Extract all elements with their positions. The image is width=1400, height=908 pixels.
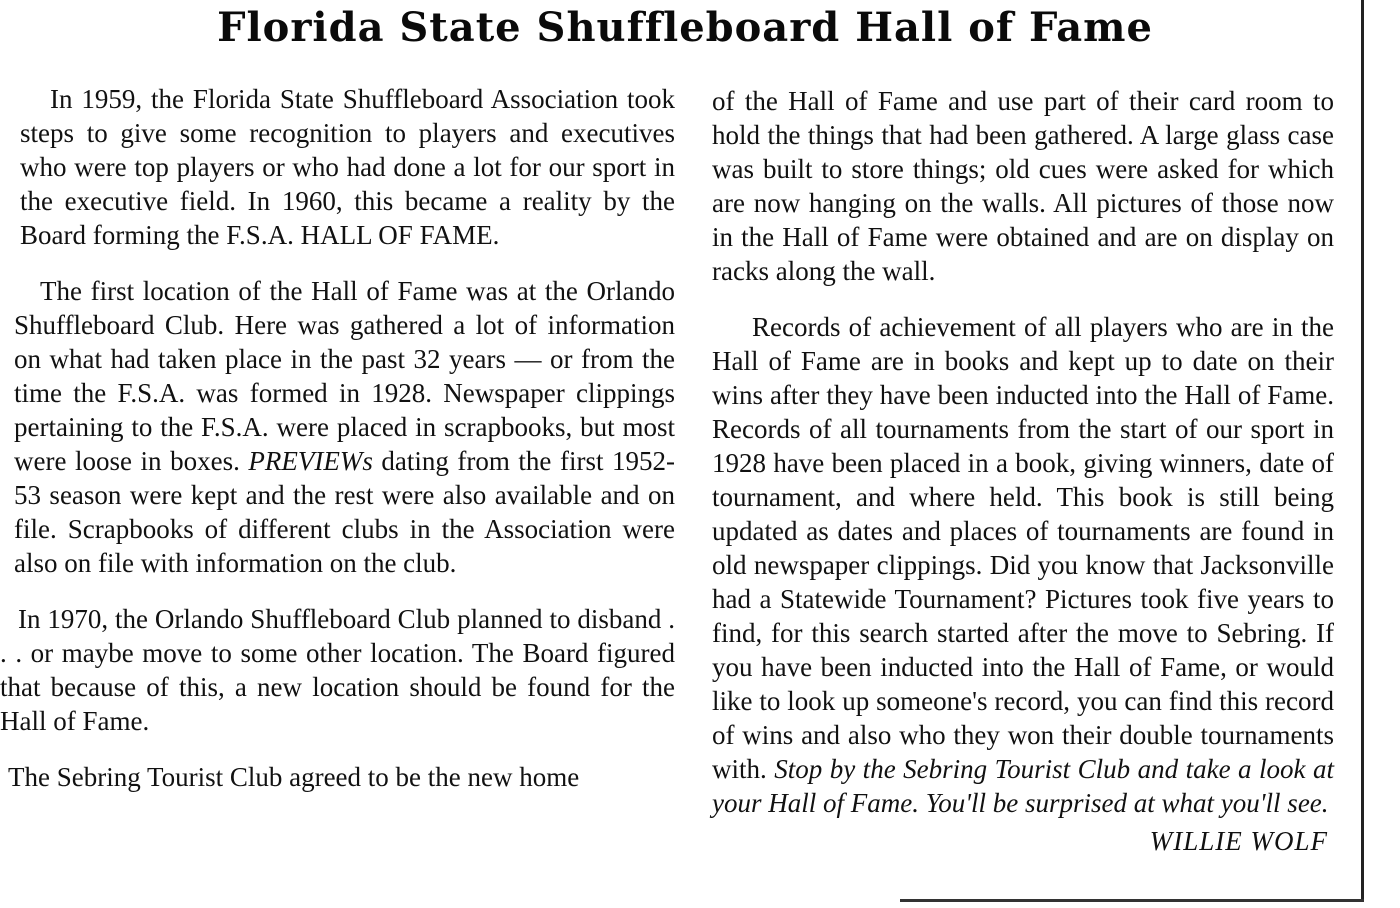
closing-invitation: Stop by the Sebring Tourist Club and take a look at your Hall of Fame. You'll be surprised at what you'll see. (712, 754, 1334, 818)
paragraph-records-text: Records of achievement of all players who are in the Hall of Fame are in books and kept up to date on their wins after they have been inducted into the Hall of Fame. Records of all tournaments from the start of our sport in 1928 have been placed in a book, giving winners, date of tournament, and where held. This book is still being updated as dates and places of tournaments are found in old newspaper clippings. Did you know that Jacksonville had a Statewide Tournament? Pictures took five years to find, for this search started after the move to Sebring. If you have been inducted into the Hall of Fame, or would like to look up someone's record, you can find this record of wins and also who they won their double tournaments with. (712, 312, 1334, 784)
paragraph-1970-move: In 1970, the Orlando Shuffleboard Club planned to disband . . . or maybe move to some other location. The Board figured that because of this, a new location should be found for the Hall of Fame. (0, 604, 675, 736)
page-title: Florida State Shuffleboard Hall of Fame (217, 4, 1153, 51)
paragraph-first-location-text-b: dating from the first 1952-53 season were kept and the rest were also available and on file. Scrapbooks of different clubs in the Association were also on file with information on the club. (14, 446, 675, 578)
paragraph-first-location-text-a: The first location of the Hall of Fame was at the Orlando Shuffleboard Club. Here was gathered a lot of information on what had taken place in the past 32 years — or from the time the F.S.A. was formed in 1928. Newspaper clippings pertaining to the F.S.A. were placed in scrapbooks, but most were loose in boxes. (14, 276, 675, 476)
paragraph-history-1959: In 1959, the Florida State Shuffleboard Association took steps to give some recognition to players and executives who were top players or who had done a lot for our sport in the executive field. In 1960, this became a reality by the Board forming the F.S.A. HALL OF FAME. (20, 84, 675, 250)
paragraph-records (712, 310, 1334, 820)
page-border-bottom (900, 899, 1364, 902)
right-column (712, 84, 1334, 842)
left-column (0, 82, 675, 816)
paragraph-first-location (0, 274, 675, 580)
paragraph-sebring-continued: of the Hall of Fame and use part of their card room to hold the things that had been gathered. A large glass case was built to store things; old cues were asked for which are now hanging on the walls. All pictures of those now in the Hall of Fame were obtained and are on display on racks along the wall. (712, 86, 1334, 286)
author-signature: WILLIE WOLF (1149, 826, 1328, 856)
page-border-right (1361, 0, 1364, 900)
previews-italic: PREVIEWs (248, 446, 373, 476)
paragraph-sebring-start: The Sebring Tourist Club agreed to be the new home (8, 762, 580, 792)
